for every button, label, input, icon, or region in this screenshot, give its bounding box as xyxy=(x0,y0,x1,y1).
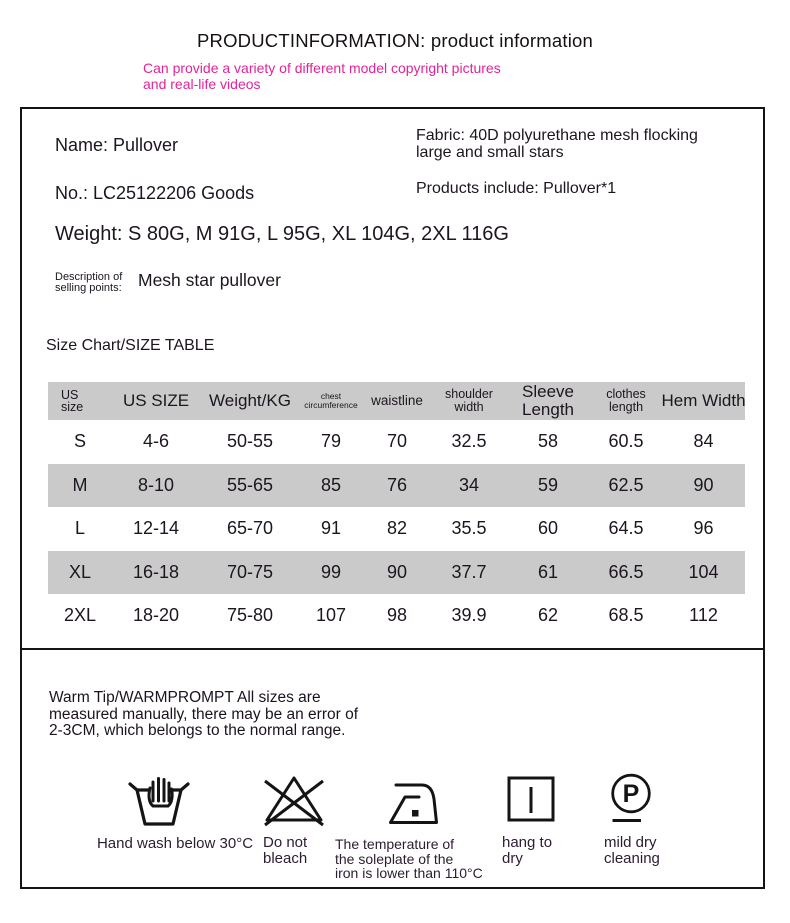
size-table-cell: 4-6 xyxy=(142,431,169,452)
size-table-cell: 2XL xyxy=(63,605,97,626)
dry-clean-mild-icon xyxy=(610,772,652,826)
size-table-cell: 8-10 xyxy=(137,474,175,495)
size-table-cell: 12-14 xyxy=(132,518,180,539)
size-table-cell: 75-80 xyxy=(226,605,274,626)
svg-text:P: P xyxy=(622,780,640,808)
size-table-cell: 65-70 xyxy=(226,518,274,539)
size-table-cell: 107 xyxy=(315,605,347,626)
care-caption-hang-dry: hang to dry xyxy=(502,834,553,867)
size-table-cell: 76 xyxy=(386,474,408,495)
products-include: Products include: Pullover*1 xyxy=(416,180,617,197)
size-table-cell: 66.5 xyxy=(608,561,644,582)
fabric-line: large and small stars xyxy=(416,143,564,161)
size-table-row-S xyxy=(48,420,745,464)
size-table-cell: 58 xyxy=(537,431,559,452)
size-table-cell: S xyxy=(73,431,86,452)
care-caption-iron: The temperature of the soleplate of the iron is lower than 110°C xyxy=(335,836,483,881)
weight-info: Weight: S 80G, M 91G, L 95G, XL 104G, 2XL 116G xyxy=(55,223,509,245)
size-table-cell: 32.5 xyxy=(451,431,487,452)
size-table-cell: 91 xyxy=(320,518,342,539)
page-title: PRODUCTINFORMATION: product information xyxy=(196,30,594,51)
size-table-cell: 55-65 xyxy=(226,474,274,495)
size-table-cell: 37.7 xyxy=(451,561,487,582)
size-table-cell: 104 xyxy=(688,561,719,582)
header-cell-clothes-length: clothes length xyxy=(606,387,646,414)
page-subtitle xyxy=(143,61,501,92)
care-caption-do-not-bleach: Do not bleach xyxy=(263,834,308,867)
size-table-cell: 61 xyxy=(537,561,559,582)
size-table-cell: 39.9 xyxy=(451,605,487,626)
header-cell-shoulder: shoulder width xyxy=(445,387,493,414)
size-table-row-M xyxy=(48,464,745,508)
size-table-cell: 60 xyxy=(537,518,559,539)
size-table-cell: 85 xyxy=(320,474,342,495)
size-table-cell: XL xyxy=(68,561,92,582)
hang-to-dry-icon xyxy=(507,776,555,822)
care-caption-hand-wash: Hand wash below 30°C xyxy=(96,835,254,852)
size-table-row-2XL xyxy=(48,594,745,638)
size-table-row-XL xyxy=(48,551,745,595)
desc-label: Description of selling points: xyxy=(55,271,123,294)
header-cell-waistline: waistline xyxy=(371,393,423,408)
size-table-cell: 99 xyxy=(320,561,342,582)
size-table-cell: 50-55 xyxy=(226,431,274,452)
subtitle-line: Can provide a variety of different model copyright pictures xyxy=(143,60,501,76)
size-chart-heading: Size Chart/SIZE TABLE xyxy=(46,337,215,354)
size-table-cell: 64.5 xyxy=(608,518,644,539)
size-table-cell: 96 xyxy=(693,518,714,539)
size-table-cell: M xyxy=(72,474,88,495)
size-table-cell: 112 xyxy=(689,605,718,626)
fabric-info xyxy=(416,128,698,161)
desc-value: Mesh star pullover xyxy=(138,270,281,290)
size-table-cell: L xyxy=(74,518,85,539)
care-caption-dry-clean: mild dry cleaning xyxy=(604,834,660,867)
size-table-cell: 18-20 xyxy=(132,605,180,626)
product-name: Name: Pullover xyxy=(55,135,179,155)
iron-low-temp-icon xyxy=(388,777,438,827)
size-table-cell: 60.5 xyxy=(608,431,644,452)
item-number: No.: LC25122206 Goods xyxy=(55,183,255,203)
size-table-body xyxy=(48,420,745,638)
size-table-cell: 98 xyxy=(386,605,408,626)
header-cell-chest: chest circumference xyxy=(304,391,358,410)
size-table-cell: 34 xyxy=(458,474,480,495)
size-table-cell: 90 xyxy=(693,474,714,495)
size-table-row-L xyxy=(48,507,745,551)
size-table-cell: 62 xyxy=(537,605,559,626)
size-table-cell: 90 xyxy=(386,561,408,582)
subtitle-line: and real-life videos xyxy=(143,75,261,92)
header-cell-weight: Weight/KG xyxy=(209,391,291,410)
care-instructions-box xyxy=(20,648,765,889)
header-cell-hem-width: Hem Width xyxy=(661,391,746,410)
header-cell-sleeve: Sleeve Length xyxy=(522,382,574,419)
size-table xyxy=(48,382,745,638)
product-details-box xyxy=(20,107,765,650)
do-not-bleach-icon xyxy=(262,769,326,829)
size-table-cell: 68.5 xyxy=(608,605,644,626)
size-table-cell: 16-18 xyxy=(132,561,180,582)
size-table-cell: 70-75 xyxy=(226,561,274,582)
header-cell-us-size: US size xyxy=(61,387,84,414)
size-table-cell: 82 xyxy=(386,518,408,539)
size-table-cell: 70 xyxy=(386,431,408,452)
size-table-header xyxy=(48,382,745,420)
warm-tip: Warm Tip/WARMPROMPT All sizes are measured manually, there may be an error of 2-3CM, which belongs to the normal range. xyxy=(49,689,359,739)
header-cell-us-size-range: US SIZE xyxy=(122,391,190,410)
size-table-cell: 35.5 xyxy=(451,518,487,539)
size-table-cell: 59 xyxy=(537,474,559,495)
size-table-cell: 79 xyxy=(320,431,342,452)
size-table-cell: 84 xyxy=(693,431,714,452)
fabric-line: Fabric: 40D polyurethane mesh flocking xyxy=(416,127,698,144)
hand-wash-icon xyxy=(128,774,190,828)
size-table-cell: 62.5 xyxy=(608,474,644,495)
